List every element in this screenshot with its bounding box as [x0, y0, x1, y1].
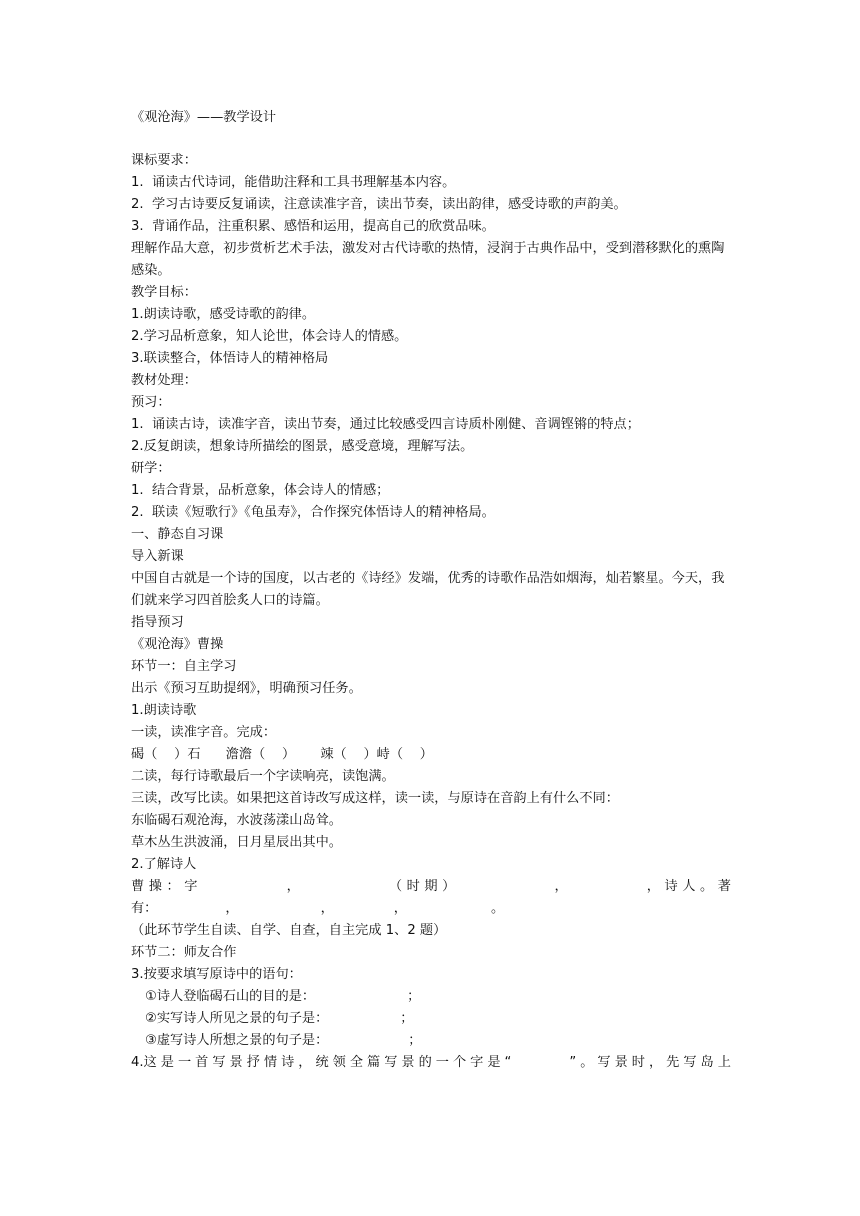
tianxie-item-1: ①诗人登临碣石山的目的是： ； [145, 989, 421, 1004]
sandu-line: 三读，改写比读。如果把这首诗改写成这样，读一读，与原诗在音韵上有什么不同： [131, 791, 619, 806]
kebiao-item-1: 1. 诵读古代诗词，能借助注释和工具书理解基本内容。 [131, 175, 456, 190]
yanxue-heading: 研学： [131, 461, 171, 476]
tianxie-heading: 3.按要求填写原诗中的语句： [131, 967, 302, 982]
chushi-line: 出示《预习互助提纲》，明确预习任务。 [131, 681, 362, 696]
yidu-line: 一读，读准字音。完成： [131, 725, 277, 740]
mubiao-item-2: 2.学习品析意象，知人论世，体会诗人的情感。 [131, 329, 408, 344]
yanxue-item-1: 1. 结合背景，品析意象，体会诗人的情感； [131, 483, 390, 498]
liaojie-heading: 2.了解诗人 [131, 857, 197, 872]
mubiao-heading: 教学目标： [131, 285, 197, 300]
jiaocai-heading: 教材处理： [131, 373, 197, 388]
zhidao-heading: 指导预习 [131, 615, 184, 630]
gaixie-line-1: 东临碣石观沧海，水波荡漾山岛耸。 [131, 813, 342, 828]
yuxi-item-1: 1. 诵读古诗，读准字音，读出节奏，通过比较感受四言诗质朴刚健、音调铿锵的特点； [131, 417, 640, 432]
caocao-fill-line: 曹 操 ： 字 ， （ 时 期 ） ， ， 诗 人 。 著 [131, 879, 731, 894]
tianxie-item-2: ②实写诗人所见之景的句子是： ； [145, 1011, 414, 1026]
huanjie-two-heading: 环节二：师友合作 [131, 945, 237, 960]
document-title: 《观沧海》——教学设计 [131, 110, 277, 125]
poem-title-line: 《观沧海》曹操 [131, 637, 224, 652]
self-study-note: （此环节学生自读、自学、自查，自主完成 1、2 题） [131, 923, 447, 938]
daoru-heading: 导入新课 [131, 549, 184, 564]
kebiao-heading: 课标要求： [131, 153, 197, 168]
zhuyou-fill-line: 有： ， ， ， 。 [131, 901, 505, 916]
kebiao-item-3: 3. 背诵作品，注重积累、感悟和运用，提高自己的欣赏品味。 [131, 219, 495, 234]
section-one-heading: 一、静态自习课 [131, 527, 224, 542]
kebiao-item-2: 2. 学习古诗要反复诵读，注意读准字音，读出节奏，读出韵律，感受诗歌的声韵美。 [131, 197, 627, 212]
document-body [131, 150, 731, 1074]
erdu-line: 二读，每行诗歌最后一个字读响亮，读饱满。 [131, 769, 395, 784]
gaixie-line-2: 草木丛生洪波涌，日月星辰出其中。 [131, 835, 342, 850]
huanjie-one-heading: 环节一：自主学习 [131, 659, 237, 674]
mubiao-item-1: 1.朗读诗歌，感受诗歌的韵律。 [131, 307, 316, 322]
daoru-paragraph: 中国自古就是一个诗的国度，以古老的《诗经》发端，优秀的诗歌作品浩如烟海，灿若繁星。今天，我们就来学习四首脍炙人口的诗篇。 [131, 571, 725, 608]
yuxi-item-2: 2.反复朗读，想象诗所描绘的图景，感受意境，理解写法。 [131, 439, 474, 454]
question-four-line: 4.这 是 一 首 写 景 抒 情 诗 ， 统 领 全 篇 写 景 的 一 个 字 是 “ ” 。 写 景 时 ， 先 写 岛 上 [131, 1055, 731, 1070]
tianxie-item-3: ③虚写诗人所想之景的句子是： ； [145, 1033, 422, 1048]
kebiao-paragraph: 理解作品大意，初步赏析艺术手法，激发对古代诗歌的热情，浸润于古典作品中，受到潜移默化的熏陶感染。 [131, 241, 725, 278]
langdu-heading: 1.朗读诗歌 [131, 703, 197, 718]
yanxue-item-2: 2. 联读《短歌行》《龟虽寿》，合作探究体悟诗人的精神格局。 [131, 505, 495, 520]
mubiao-item-3: 3.联读整合，体悟诗人的精神格局 [131, 351, 329, 366]
pinyin-fill-line: 碣（ ）石 澹澹（ ） 竦（ ）峙（ ） [131, 747, 433, 762]
yuxi-heading: 预习： [131, 395, 171, 410]
